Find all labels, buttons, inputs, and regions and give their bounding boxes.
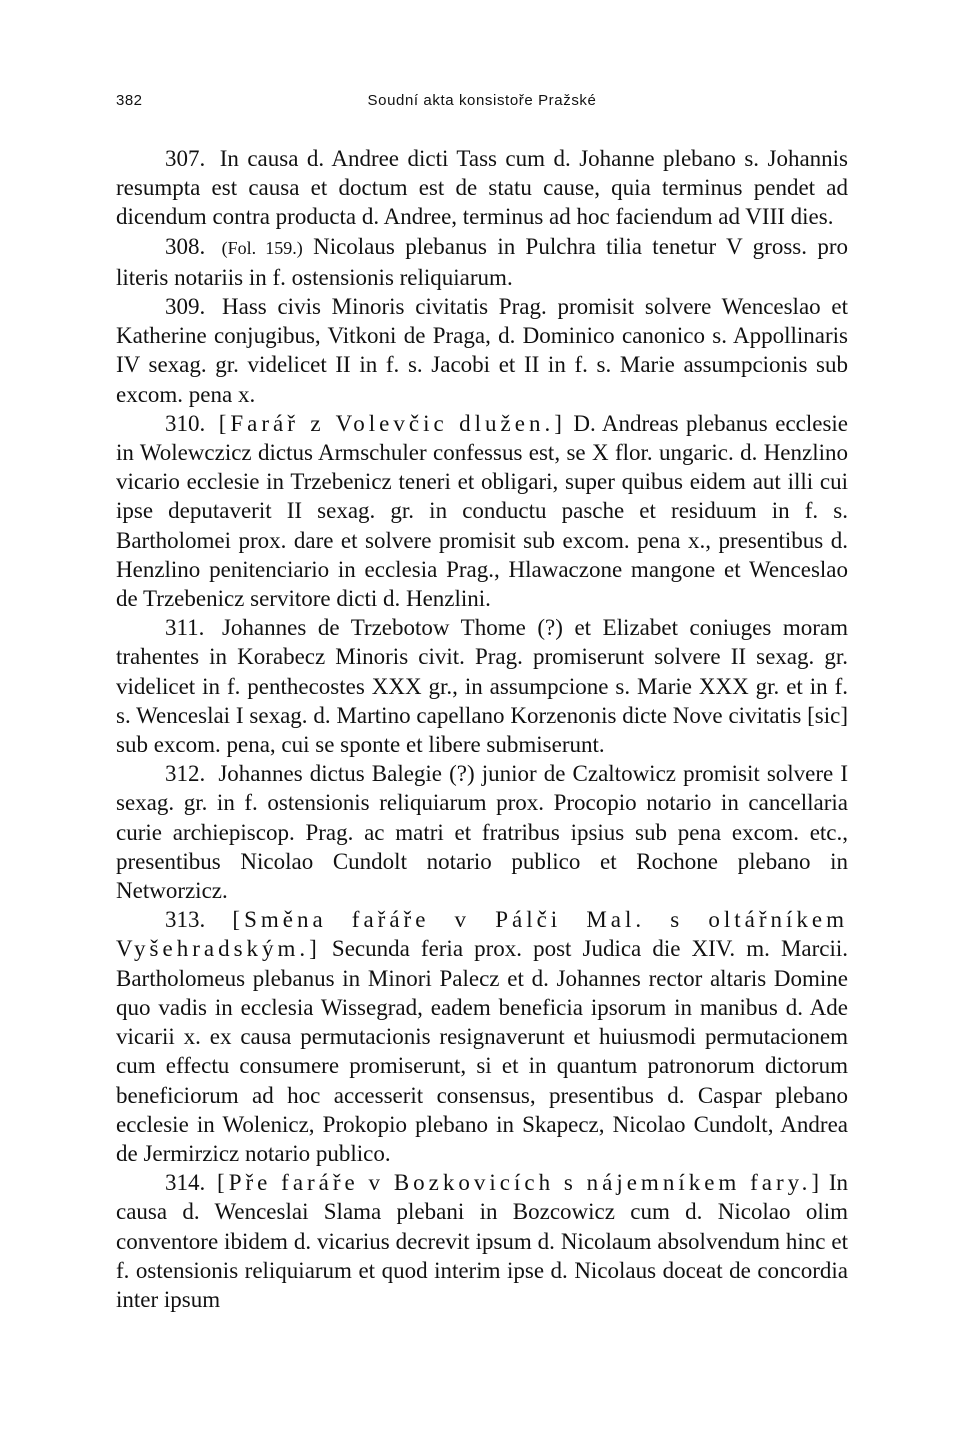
running-head: Soudní akta konsistoře Pražské <box>367 92 597 109</box>
entry-heading: [Směna fařáře v Pálči Mal. s oltářníkem Vyšehradským.] <box>116 907 848 962</box>
entry-number: 307. <box>165 146 206 171</box>
entry-text: Johannes dictus Balegie (?) junior de Czaltowicz promisit solvere I sexag. gr. in f. ostensionis reliquiarum prox. Procopio notario in cancellaria curie archiepiscop. Prag. ac matri et fratribus ipsius sub pena excom. etc., presentibus Nicolao Cundolt notario publico et Rochone plebano in Networzicz. <box>116 761 848 904</box>
entry-text: Nicolaus plebanus in Pulchra tilia tenetur V gross. pro literis notariis in f. ostensionis reliquiarum. <box>116 233 848 290</box>
entry-text: In causa d. Andree dicti Tass cum d. Johanne plebano s. Johannis resumpta est causa et doctum est de statu cause, quia terminus pendet ad dicendum contra producta d. Andree, terminus ad hoc faciendum ad VIII dies. <box>116 146 848 230</box>
entry-text: Hass civis Minoris civitatis Prag. promisit solvere Wenceslao et Katherine conjugibus, Vitkoni de Praga, d. Dominico canonico s. Appollinaris IV sexag. gr. videlicet II in f. s. Jacobi et II in f. s. Marie assumpcionis sub excom. pena x. <box>116 294 848 407</box>
entry-number: 308. <box>165 233 206 259</box>
entry-text: Secunda feria prox. post Judica die XIV. m. Marcii. Bartholomeus plebanus in Minori Palecz et d. Johannes rector altaris Domine quo vadis in ecclesia Wissegrad, eadem beneficia ipsorum in manibus d. Ade vicarii x. ex causa permutacionis resignaverunt et huiusmodi permutacionem cum effectu consumere promiserunt, si et in quantum patronorum dictorum beneficiorum ad hoc accesserit consensus, presentibus d. Caspar plebano ecclesie in Wolenicz, Prokopio plebano in Skapecz, Nicolao Cundolt, Andrea de Jermirzicz notario publico. <box>116 936 849 1166</box>
entry-313 <box>116 905 848 1168</box>
entry-text: Johannes de Trzebotow Thome (?) et Elizabet coniuges moram trahentes in Korabecz Minoris civit. Prag. promiserunt solvere II sexag. gr. videlicet in f. penthecostes XXX gr., in assumpcione s. Marie XXX gr. et in f. s. Wenceslai I sexag. d. Martino capellano Korzenonis dicte Nove civitatis [sic] sub excom. pena, cui se sponte et libere submiserunt. <box>116 615 848 758</box>
entry-number: 311. <box>165 615 205 641</box>
entry-heading: [Pře faráře v Bozkovicích s nájemníkem fary.] <box>217 1170 824 1196</box>
entry-number: 313. <box>165 907 206 933</box>
entry-308 <box>116 232 848 292</box>
entry-text: In causa d. Wenceslai Slama plebani in Bozcowicz cum d. Nicolao olim conventore ibidem d. vicarius decrevit ipsum d. Nicolaum absolvendum hinc et f. ostensionis reliquiarum et quod interim ipse d. Nicolaus doceat de concordia inter ipsum <box>116 1170 849 1312</box>
entry-number: 312. <box>165 761 206 787</box>
entry-number: 309. <box>165 294 206 320</box>
entry-310 <box>116 409 848 613</box>
entry-number: 310. <box>165 410 206 436</box>
entry-314 <box>116 1168 848 1314</box>
entry-309 <box>116 292 848 409</box>
entry-311 <box>116 613 848 759</box>
folio-reference: (Fol. 159.) <box>221 237 303 258</box>
entry-307 <box>116 144 848 232</box>
body-text <box>116 144 848 1314</box>
entry-number: 314. <box>165 1170 206 1196</box>
entry-text: D. Andreas plebanus ecclesie in Wolewczicz dictus Armschuler confessus est, se X flor. ungaric. d. Henzlino vicario ecclesie in Trzebenicz teneri et obligari, super quibus eidem aut illi cui ipse deputaverit II sexag. gr. in conductu pasche et residuum in f. s. Bartholomei prox. dare et solvere promisit sub excom. pena x., presentibus d. Henzlino penitenciario in ecclesia Prag., Hlawaczone mangone et Wenceslao de Trzebenicz servitore dicti d. Henzlini. <box>116 410 849 612</box>
entry-312 <box>116 759 848 905</box>
entry-heading: [Farář z Volevčic dlužen.] <box>218 410 566 436</box>
page-header <box>116 92 848 116</box>
page-number: 382 <box>116 92 143 109</box>
